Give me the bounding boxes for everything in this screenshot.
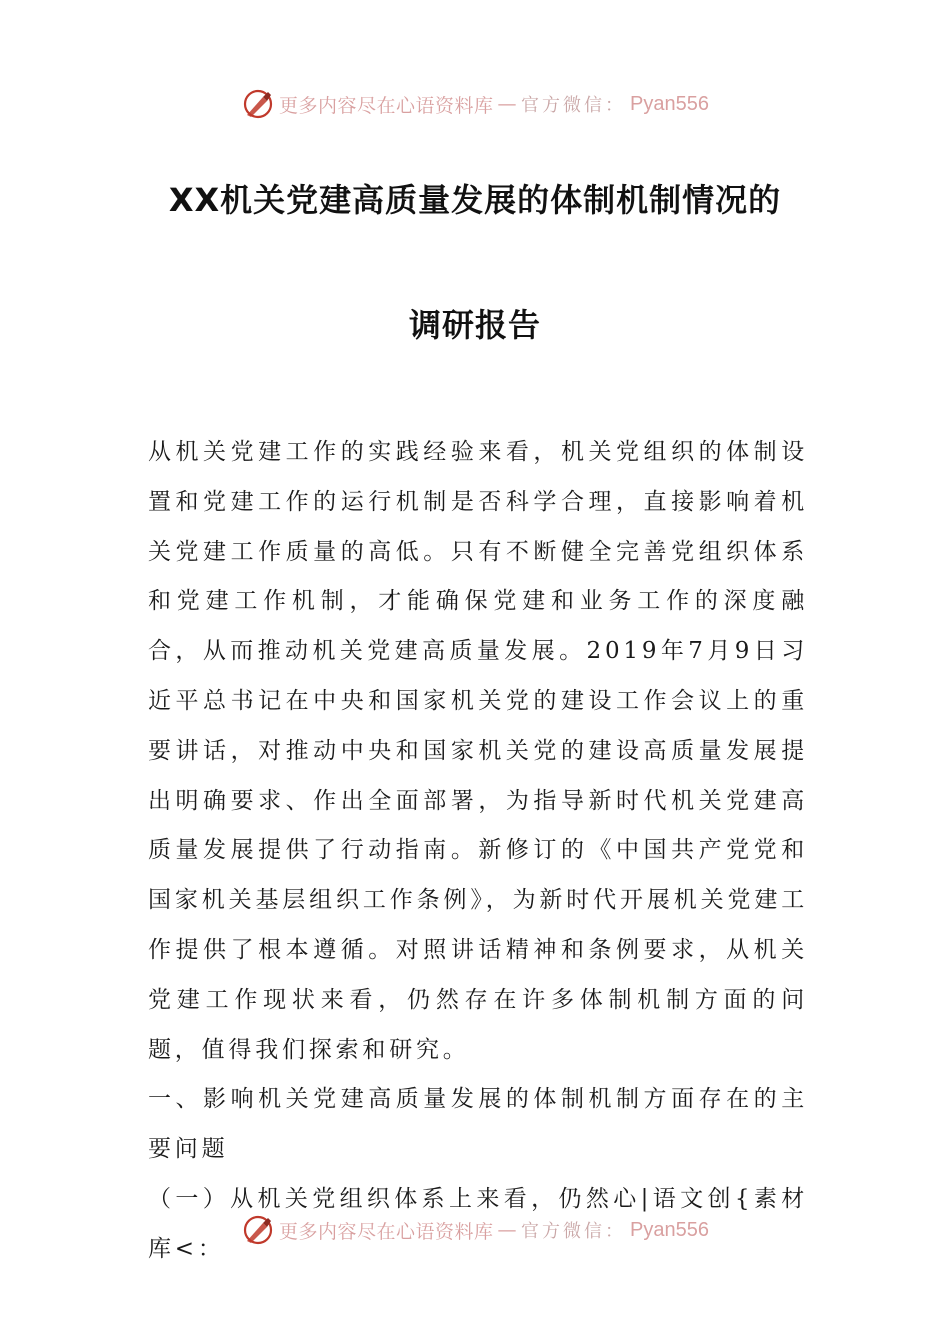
document-body <box>148 428 808 1275</box>
watermark-wechat-id: Pyan556 <box>630 92 709 115</box>
footer-watermark <box>0 1208 950 1252</box>
watermark-dash: — <box>497 93 518 115</box>
subsection-heading: （一）从机关党组织体系上来看，仍然心|语文创{素材库<： <box>148 1185 808 1262</box>
watermark-site-text: 更多内容尽在心语资料库 <box>279 94 494 117</box>
watermark-wechat-id: Pyan556 <box>630 1218 709 1241</box>
document-title-line2: 调研报告 <box>408 306 541 344</box>
watermark-site-text: 更多内容尽在心语资料库 <box>279 1220 494 1243</box>
header-watermark <box>0 82 950 126</box>
pen-nib-icon <box>241 87 275 121</box>
watermark-wechat-label: 官方微信： <box>521 95 627 116</box>
watermark-dash: — <box>497 1219 518 1241</box>
paragraph-intro: 从机关党建工作的实践经验来看，机关党组织的体制设置和党建工作的运行机制是否科学合理，直接影响着机关党建工作质量的高低。只有不断健全完善党组织体系和党建工作机制，才能确保党建和业务工作的深度融合，从而推动机关党建高质量发展。2019年7月9日习近平总书记在中央和国家机关党的建设工作会议上的重要讲话，对推动中央和国家机关党的建设高质量发展提出明确要求、作出全面部署，为指导新时代机关党建高质量发展提供了行动指南。新修订的《中国共产党党和国家机关基层组织工作条例》，为新时代开展机关党建工作提供了根本遵循。对照讲话精神和条例要求，从机关党建工作现状来看，仍然存在许多体制机制方面的问题，值得我们探索和研究。 <box>148 439 808 1063</box>
watermark-wechat-label: 官方微信： <box>521 1221 627 1242</box>
section-heading: 一、影响机关党建高质量发展的体制机制方面存在的主要问题 <box>148 1086 808 1163</box>
pen-nib-icon <box>241 1213 275 1247</box>
document-title-line1: XX机关党建高质量发展的体制机制情况的 <box>168 181 782 219</box>
